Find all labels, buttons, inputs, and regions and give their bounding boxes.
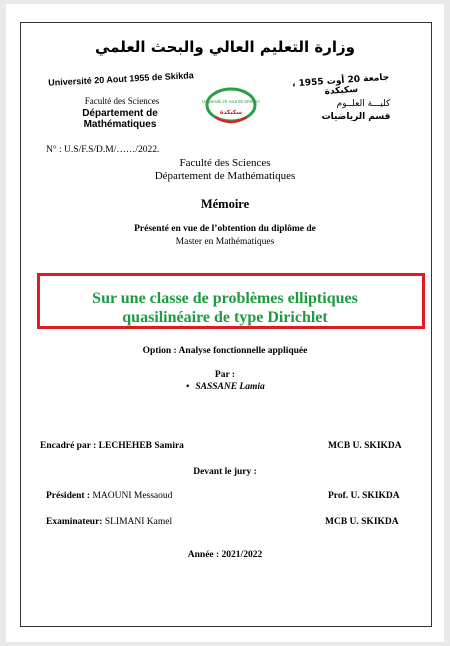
- presented-line-1: Présenté en vue de l’obtention du diplôme de: [134, 224, 316, 234]
- supervisor-label: Encadré par :: [40, 441, 97, 451]
- supervisor-name: LECHEHEB Samira: [98, 441, 184, 451]
- examiner-name: SLIMANI Kamel: [104, 517, 173, 527]
- president-rank: Prof. U. SKIKDA: [328, 491, 400, 501]
- logo-text: Université 20 Aout 55 SKIKDA: [202, 99, 260, 104]
- thesis-title-line-2: quasilinéaire de type Dirichlet: [122, 309, 328, 326]
- by-label: Par :: [214, 370, 236, 380]
- ministry-title-ar: وزارة التعليم العالي والبحث العلمي: [94, 38, 356, 56]
- examiner-rank: MCB U. SKIKDA: [325, 517, 399, 527]
- supervisor-line: [40, 441, 184, 451]
- university-name-ar: جامعة 20 أوت 1955 ، سكيكدة: [291, 72, 390, 98]
- author-name: SASSANE Lamia: [195, 382, 265, 392]
- examiner-line: [46, 517, 172, 527]
- document-type: Mémoire: [200, 197, 250, 211]
- examiner-label: Examinateur:: [46, 517, 103, 527]
- department-name-ar: قسم الرياضيات: [321, 112, 391, 122]
- faculty-heading: Faculté des Sciences: [179, 157, 271, 169]
- academic-year: Année : 2021/2022: [187, 550, 263, 560]
- bullet-icon: •: [186, 382, 190, 392]
- president-label: Président :: [46, 491, 91, 501]
- author-item: [186, 382, 265, 392]
- president-name: MAOUNI Messaoud: [92, 491, 173, 501]
- faculty-name-ar: كليـــة العلــوم: [336, 99, 391, 109]
- thesis-title-line-1: Sur une classe de problèmes elliptiques: [92, 290, 358, 307]
- presented-line-2: Master en Mathématiques: [175, 237, 275, 247]
- university-name-fr: Université 20 Aout 1955 de Skikda: [47, 70, 195, 88]
- supervisor-rank: MCB U. SKIKDA: [328, 441, 402, 451]
- jury-label: Devant le jury :: [193, 467, 257, 477]
- department-name-fr: Département de Mathématiques: [82, 108, 158, 130]
- president-line: [46, 491, 172, 501]
- faculty-name-fr: Faculté des Sciences: [84, 96, 160, 106]
- reference-number: N° : U.S/F.S/D.M/……/2022.: [46, 145, 160, 155]
- option-line: Option : Analyse fonctionnelle appliquée: [142, 346, 308, 356]
- document-page: [6, 4, 444, 642]
- university-logo: [199, 83, 263, 131]
- logo-mark: سكيكدة: [219, 109, 243, 116]
- department-heading: Département de Mathématiques: [154, 170, 296, 182]
